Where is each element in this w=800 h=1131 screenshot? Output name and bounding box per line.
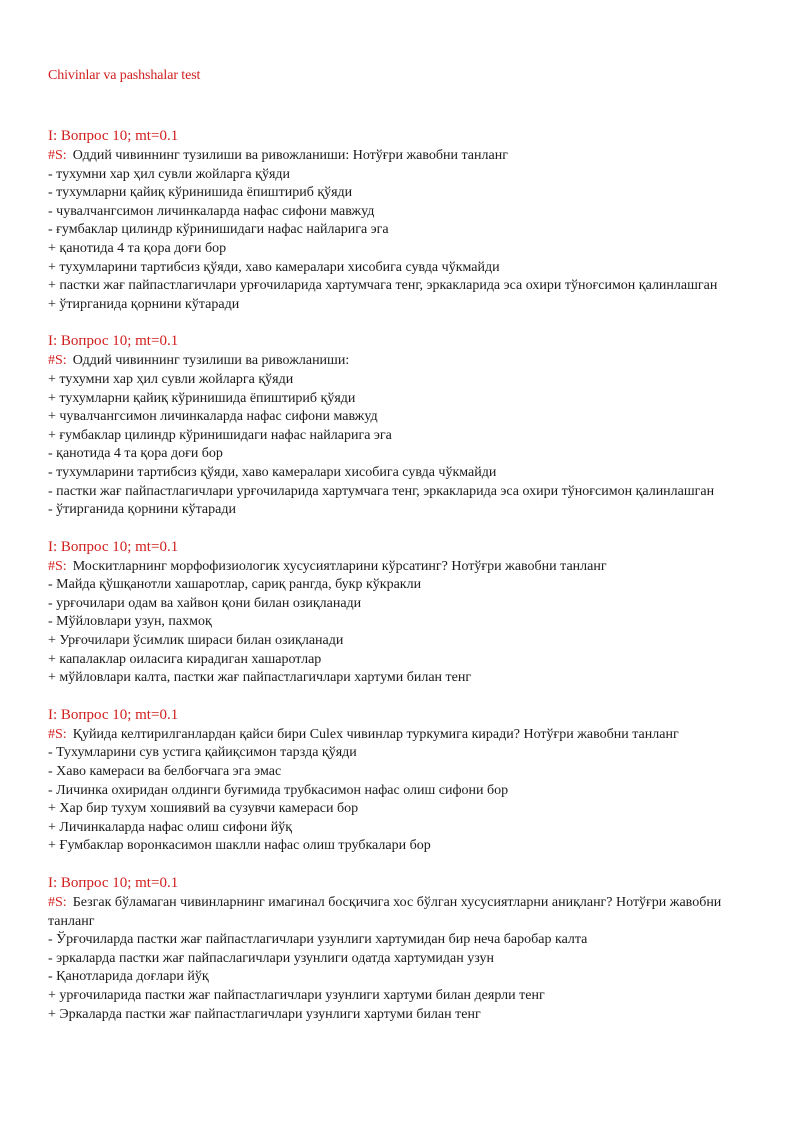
answer-option: + капалаклар оиласига кирадиган хашаротлар — [48, 651, 322, 667]
answer-option: - Майда қўшқанотли хашаротлар, сариқ рангда, букр кўкракли — [48, 577, 422, 593]
answer-option: + пастки жағ пайпастлагичлари урғочиларида хартумчага тенг, эркакларида эса охири тўноғсимон қалинлашган — [48, 278, 718, 294]
question-prompt — [48, 726, 758, 745]
answer-option: - қанотида 4 та қора доғи бор — [48, 446, 223, 462]
answer-option: - Мўйловлари узун, пахмоқ — [48, 614, 212, 630]
answer-option: + Хар бир тухум хошиявий ва сузувчи камераси бор — [48, 801, 359, 817]
question-block — [48, 705, 758, 856]
answer-option: - Хаво камераси ва белбоғчага эга эмас — [48, 764, 282, 780]
answer-option: - чувалчангсимон личинкаларда нафас сифони мавжуд — [48, 203, 375, 219]
question-header: I: Вопрос 10; mt=0.1 — [48, 333, 179, 350]
question-prompt-text: Москитларнинг морфофизиологик хусусиятларини кўрсатинг? Нотўғри жавобни танланг — [72, 558, 607, 574]
question-prompt — [48, 352, 758, 371]
question-header: I: Вопрос 10; mt=0.1 — [48, 538, 179, 555]
answer-option: - пастки жағ пайпастлагичлари урғочиларида хартумчага тенг, эркакларида эса охири тўноғсимон қалинлашган — [48, 483, 715, 499]
answer-option: + тухумларни қайиқ кўринишида ёпиштириб қўяди — [48, 390, 356, 406]
answer-option: + қанотида 4 та қора доғи бор — [48, 240, 227, 256]
question-body — [48, 147, 758, 314]
answer-option: - ғумбаклар цилиндр кўринишидаги нафас найларига эга — [48, 222, 389, 238]
answer-option: + Личинкаларда нафас олиш сифони йўқ — [48, 819, 293, 835]
answer-option: + ғумбаклар цилиндр кўринишидаги нафас найларига эга — [48, 427, 392, 443]
question-type-tag: #S: — [48, 353, 67, 369]
answer-option: + Эркаларда пастки жағ пайпастлагичлари узунлиги хартуми билан тенг — [48, 1006, 481, 1022]
question-body — [48, 894, 758, 1024]
answer-option: - Личинка охиридан олдинги буғимида трубкасимон нафас олиш сифони бор — [48, 782, 509, 798]
question-type-tag: #S: — [48, 148, 67, 163]
document-title: Chivinlar va pashshalar test — [48, 68, 201, 83]
answer-option: - тухумни хар ҳил сувли жойларга қўяди — [48, 166, 290, 182]
answer-option: - тухумларни қайиқ кўринишида ёпиштириб қўяди — [48, 185, 353, 201]
question-list — [48, 126, 758, 1024]
answer-option: - Ўрғочиларда пастки жағ пайпастлагичлари узунлиги хартумидан бир неча баробар калта — [48, 932, 588, 948]
answer-option: - эркаларда пастки жағ пайпаслагичлари узунлиги одатда хартумидан узун — [48, 950, 494, 966]
question-prompt-text: Қуйида келтирилганлардан қайси бири Culex чивинлар туркумига киради? Нотўғри жавобни танланг — [72, 726, 679, 742]
question-type-tag: #S: — [48, 558, 67, 574]
answer-option: + Урғочилари ўсимлик шираси билан озиқланади — [48, 633, 344, 649]
question-prompt — [48, 894, 758, 931]
question-block — [48, 873, 758, 1024]
question-block — [48, 331, 758, 519]
answer-option: + мўйловлари калта, пастки жағ пайпастлагичлари хартуми билан тенг — [48, 670, 472, 686]
answer-option: - Қанотларида доғлари йўқ — [48, 969, 209, 985]
answer-option: + урғочиларида пастки жағ пайпастлагичлари узунлиги хартуми билан деярли тенг — [48, 987, 545, 1003]
question-prompt-text: Оддий чивиннинг тузилиши ва ривожланиши: — [72, 353, 350, 369]
question-header: I: Вопрос 10; mt=0.1 — [48, 706, 179, 723]
document-page — [48, 66, 758, 1041]
question-body — [48, 726, 758, 856]
question-block — [48, 537, 758, 688]
answer-option: + чувалчангсимон личинкаларда нафас сифони мавжуд — [48, 409, 378, 425]
question-header: I: Вопрос 10; mt=0.1 — [48, 875, 179, 891]
question-prompt-text: Оддий чивиннинг тузилиши ва ривожланиши: Нотўғри жавобни танланг — [72, 148, 508, 163]
answer-option: + ўтирганида қорнини кўтаради — [48, 296, 240, 312]
question-type-tag: #S: — [48, 726, 67, 742]
question-header: I: Вопрос 10; mt=0.1 — [48, 128, 179, 144]
answer-option: + Ғумбаклар воронкасимон шаклли нафас олиш трубкалари бор — [48, 838, 431, 854]
question-block — [48, 126, 758, 314]
answer-option: + тухумларини тартибсиз қўяди, хаво камералари хисобига сувда чўкмайди — [48, 259, 500, 275]
answer-option: - урғочилари одам ва хайвон қони билан озиқланади — [48, 595, 362, 611]
answer-option: - Тухумларини сув устига қайиқсимон тарзда қўяди — [48, 745, 357, 761]
question-body — [48, 558, 758, 688]
question-type-tag: #S: — [48, 895, 67, 910]
answer-option: + тухумни хар ҳил сувли жойларга қўяди — [48, 371, 294, 387]
question-prompt-text: Безгак бўламаган чивинларнинг имагинал босқичига хос бўлган хусусиятларни аниқланг? Нотўғри жавобни танланг — [48, 895, 722, 929]
question-prompt — [48, 147, 758, 166]
question-prompt — [48, 558, 758, 577]
question-body — [48, 352, 758, 519]
answer-option: - тухумларини тартибсиз қўяди, хаво камералари хисобига сувда чўкмайди — [48, 464, 497, 480]
answer-option: - ўтирганида қорнини кўтаради — [48, 502, 236, 518]
